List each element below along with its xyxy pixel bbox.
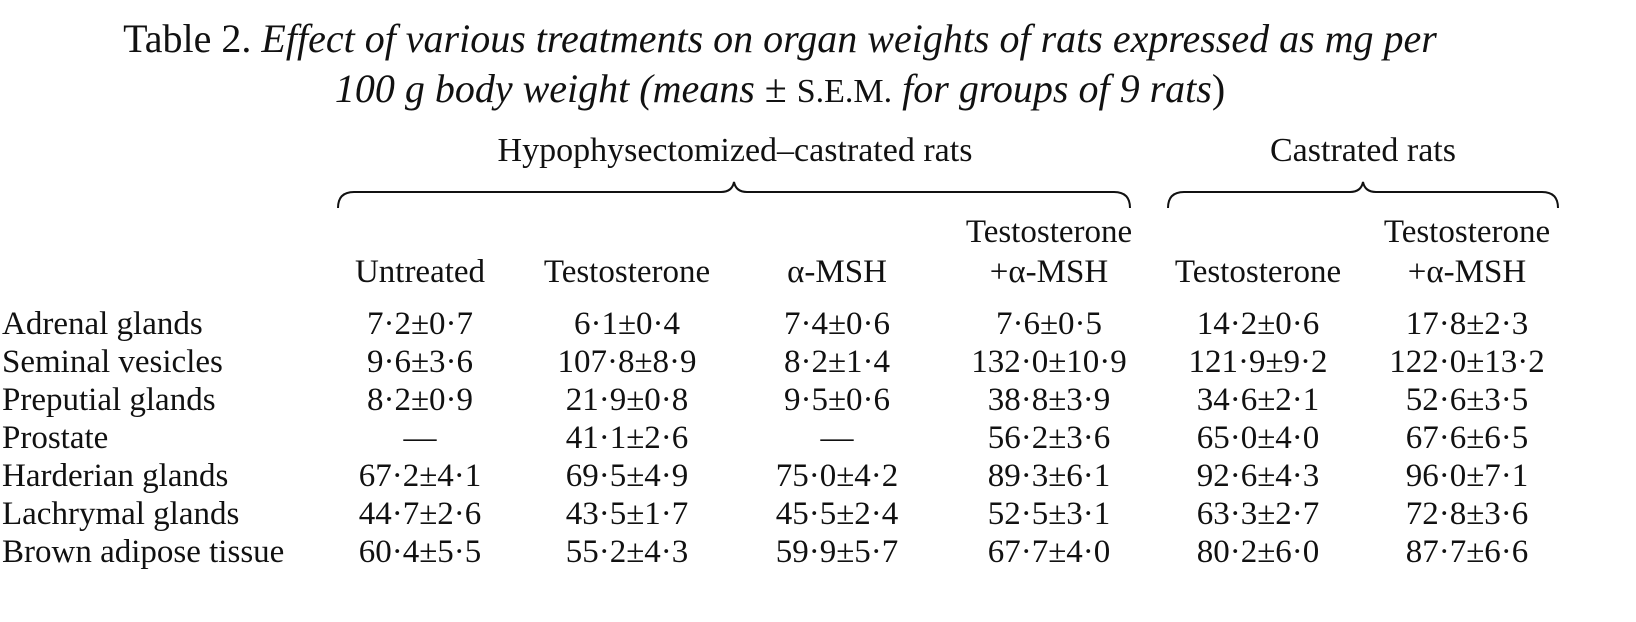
table-cell: 67·7±4·0	[987, 534, 1111, 570]
table-cell: 122·0±13·2	[1389, 344, 1545, 380]
row-label: Lachrymal glands	[2, 496, 240, 532]
group-brace-hypophysectomized	[336, 180, 1132, 210]
row-label: Harderian glands	[2, 458, 229, 494]
table-cell: 9·5±0·6	[783, 382, 891, 418]
caption-sem: S.E.M.	[796, 73, 893, 110]
table-cell: 67·2±4·1	[358, 458, 482, 494]
table-cell: 45·5±2·4	[775, 496, 899, 532]
table-cell: 17·8±2·3	[1405, 306, 1529, 342]
group-header-hypophysectomized: Hypophysectomized–castrated rats	[497, 132, 973, 169]
table-cell: 7·2±0·7	[366, 306, 474, 342]
table-cell: 6·1±0·4	[573, 306, 681, 342]
column-header-testosterone-alpha-msh: Testosterone +α-MSH	[965, 214, 1133, 290]
caption-title-part-1: Effect of various treatments on organ weights of rats expressed as mg per	[261, 16, 1437, 61]
column-header-untreated: Untreated	[354, 254, 486, 290]
caption-title-part-3: for groups of 9 rats	[902, 66, 1212, 111]
table-cell: 34·6±2·1	[1196, 382, 1320, 418]
row-label: Adrenal glands	[2, 306, 203, 342]
table-caption	[0, 14, 1560, 117]
row-label: Brown adipose tissue	[2, 534, 285, 570]
column-header-testosterone: Testosterone	[543, 254, 711, 290]
row-label: Preputial glands	[2, 382, 216, 418]
column-header-alpha-msh: α-MSH	[787, 254, 887, 290]
table-cell: 92·6±4·3	[1196, 458, 1320, 494]
table-cell: 52·6±3·5	[1405, 382, 1529, 418]
table-cell: —	[403, 420, 437, 456]
table-cell: 80·2±6·0	[1196, 534, 1320, 570]
table-cell: 65·0±4·0	[1196, 420, 1320, 456]
table-cell: —	[820, 420, 854, 456]
row-label: Prostate	[2, 420, 109, 456]
caption-line-2	[0, 64, 1560, 117]
table-cell: 107·8±8·9	[557, 344, 697, 380]
table-cell: 67·6±6·5	[1405, 420, 1529, 456]
table-cell: 43·5±1·7	[565, 496, 689, 532]
table-cell: 63·3±2·7	[1196, 496, 1320, 532]
table-cell: 87·7±6·6	[1405, 534, 1529, 570]
table-cell: 21·9±0·8	[565, 382, 689, 418]
table-cell: 14·2±0·6	[1196, 306, 1320, 342]
table-cell: 56·2±3·6	[987, 420, 1111, 456]
table-cell: 7·6±0·5	[995, 306, 1103, 342]
table-cell: 8·2±1·4	[783, 344, 891, 380]
group-brace-castrated	[1166, 180, 1560, 210]
table-cell: 72·8±3·6	[1405, 496, 1529, 532]
table-cell: 44·7±2·6	[358, 496, 482, 532]
table-cell: 96·0±7·1	[1405, 458, 1529, 494]
caption-table-number: Table 2.	[123, 16, 252, 61]
table-cell: 7·4±0·6	[783, 306, 891, 342]
table-cell: 52·5±3·1	[987, 496, 1111, 532]
table-cell: 60·4±5·5	[358, 534, 482, 570]
caption-close-paren: )	[1211, 66, 1226, 111]
table-cell: 132·0±10·9	[971, 344, 1127, 380]
caption-title-part-2: 100 g body weight (means	[334, 66, 755, 111]
caption-line-1	[0, 14, 1560, 64]
caption-plus-minus: ±	[764, 66, 787, 111]
table-cell: 89·3±6·1	[987, 458, 1111, 494]
table-cell: 8·2±0·9	[366, 382, 474, 418]
table-cell: 121·9±9·2	[1188, 344, 1328, 380]
table-cell: 41·1±2·6	[565, 420, 689, 456]
table-cell: 38·8±3·9	[987, 382, 1111, 418]
column-header-castrated-testosterone: Testosterone	[1174, 254, 1342, 290]
table-cell: 55·2±4·3	[565, 534, 689, 570]
table-cell: 69·5±4·9	[565, 458, 689, 494]
group-header-castrated: Castrated rats	[1270, 132, 1456, 169]
table-cell: 75·0±4·2	[775, 458, 899, 494]
table-cell: 9·6±3·6	[366, 344, 474, 380]
table-cell: 59·9±5·7	[775, 534, 899, 570]
column-header-castrated-testosterone-alpha-msh: Testosterone +α-MSH	[1383, 214, 1551, 290]
row-label: Seminal vesicles	[2, 344, 223, 380]
